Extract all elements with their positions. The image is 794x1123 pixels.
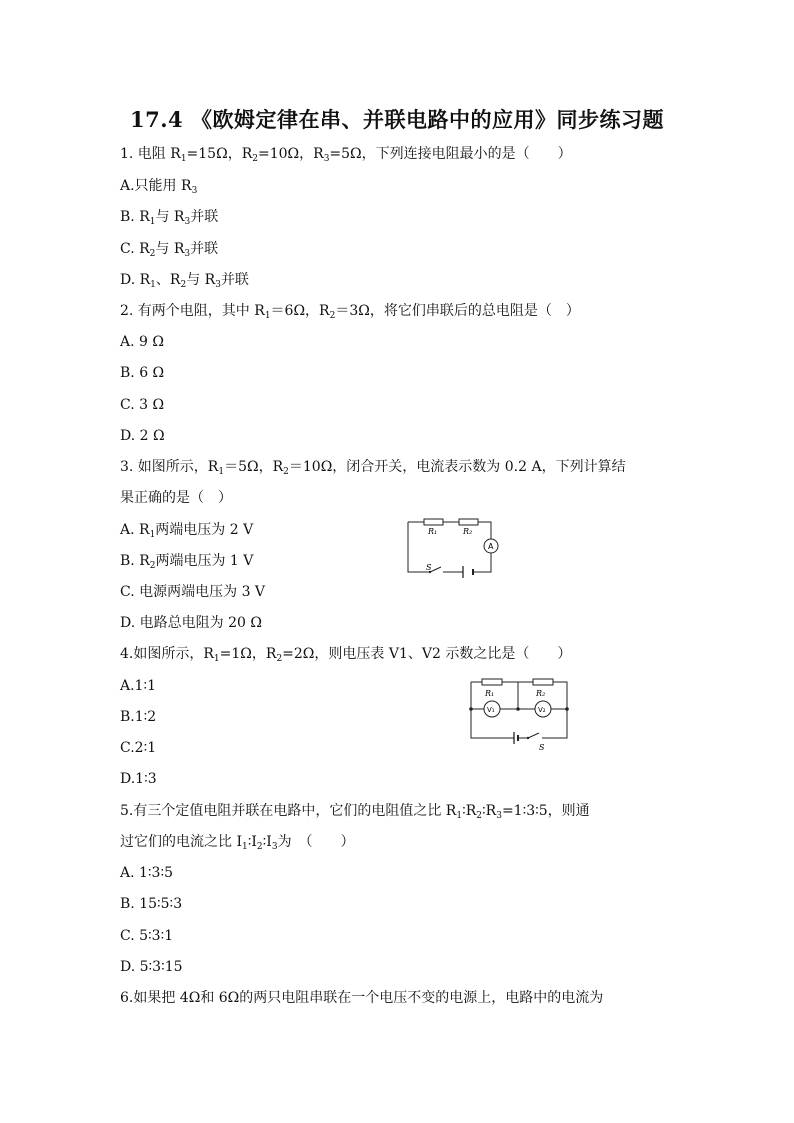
q4-option-d: D.1∶3 — [120, 771, 157, 787]
q3-wire-top — [408, 522, 491, 539]
q5-option-c: C. 5∶3∶1 — [120, 928, 174, 944]
q4-switch — [528, 733, 539, 738]
q4-circuit-diagram — [466, 676, 572, 752]
q3-label-ammeter: A — [488, 542, 494, 551]
q4-node-right — [565, 707, 569, 711]
q3-option-c: C. 电源两端电压为 3 V — [120, 584, 266, 600]
q4-switch-pivot — [527, 737, 529, 739]
q4-resistor-r2 — [533, 679, 553, 685]
q3-label-switch: S — [426, 563, 432, 572]
q4-label-v2: V₂ — [538, 706, 546, 714]
q2-option-d: D. 2 Ω — [120, 428, 165, 444]
page-title: 17.4 《欧姆定律在串、并联电路中的应用》同步练习题 — [130, 107, 664, 132]
q4-option-a: A.1∶1 — [120, 678, 157, 694]
q5-option-b: B. 15∶5∶3 — [120, 896, 183, 912]
q4-option-c: C.2∶1 — [120, 740, 157, 756]
q3-option-b: B. $R_2$两端电压为 1 V — [120, 553, 254, 571]
q2-option-b: B. 6 Ω — [120, 365, 165, 381]
q4-label-switch: S — [539, 743, 545, 752]
q2-option-a: A. 9 Ω — [120, 334, 164, 350]
q5-option-d: D. 5∶3∶15 — [120, 959, 183, 975]
q3-label-r1: R₁ — [428, 527, 438, 536]
q3-switch — [430, 567, 441, 572]
q5-stem-line2: 过它们的电流之比 $I_1∶I_2∶I_3$为 （ ） — [120, 834, 355, 852]
q3-label-r2: R₂ — [463, 527, 473, 536]
q2-option-c: C. 3 Ω — [120, 397, 165, 413]
q3-option-a: A. $R_1$两端电压为 2 V — [120, 522, 254, 540]
q4-node-middle — [516, 707, 520, 711]
q4-resistor-r1 — [482, 679, 502, 685]
q3-circuit-diagram — [402, 510, 506, 580]
q1-option-b: B. $R_1$与 $R_3$并联 — [120, 209, 219, 227]
q1-option-c: C. $R_2$与 $R_3$并联 — [120, 241, 219, 259]
q4-node-left — [469, 707, 473, 711]
q3-resistor-r2 — [459, 519, 478, 525]
q6-stem: 6.如果把 4Ω和 6Ω的两只电阻串联在一个电压不变的电源上，电路中的电流为 — [120, 990, 604, 1006]
q5-stem: 5.有三个定值电阻并联在电路中，它们的电阻值之比 $R_1∶R_2∶R_3=1∶3∶5$，则通 — [120, 803, 590, 821]
q5-option-a: A. 1∶3∶5 — [120, 865, 174, 881]
q3-stem-line2: 果正确的是（ ） — [120, 490, 232, 506]
q1-option-d: D. $R_1$、$R_2$与 $R_3$并联 — [120, 272, 249, 290]
q1-stem: 1. 电阻 $R_1=15\Omega$，$R_2=10\Omega$，$R_3=5\Omega$，下列连接电阻最小的是（ ） — [120, 146, 572, 164]
q4-option-b: B.1∶2 — [120, 709, 157, 725]
q4-label-r1: R₁ — [485, 689, 495, 698]
q4-stem: 4.如图所示，$R_1=1\Omega$，$R_2=2\Omega$，则电压表 V1、V2 示数之比是（ ） — [120, 646, 572, 664]
q3-wire-right — [473, 553, 491, 572]
q3-resistor-r1 — [424, 519, 443, 525]
q3-stem: 3. 如图所示，$R_1=5\Omega$，$R_2=10\Omega$，闭合开关，电流表示数为 0.2 A，下列计算结 — [120, 459, 626, 477]
q4-label-v1: V₁ — [487, 706, 495, 714]
q1-option-a: A.只能用 $R_3$ — [120, 178, 198, 196]
q4-label-r2: R₂ — [536, 689, 546, 698]
q3-option-d: D. 电路总电阻为 20 Ω — [120, 615, 262, 631]
q2-stem: 2. 有两个电阻，其中 $R_1=6\Omega$，$R_2=3\Omega$，将它们串联后的总电阻是（ ） — [120, 303, 580, 321]
